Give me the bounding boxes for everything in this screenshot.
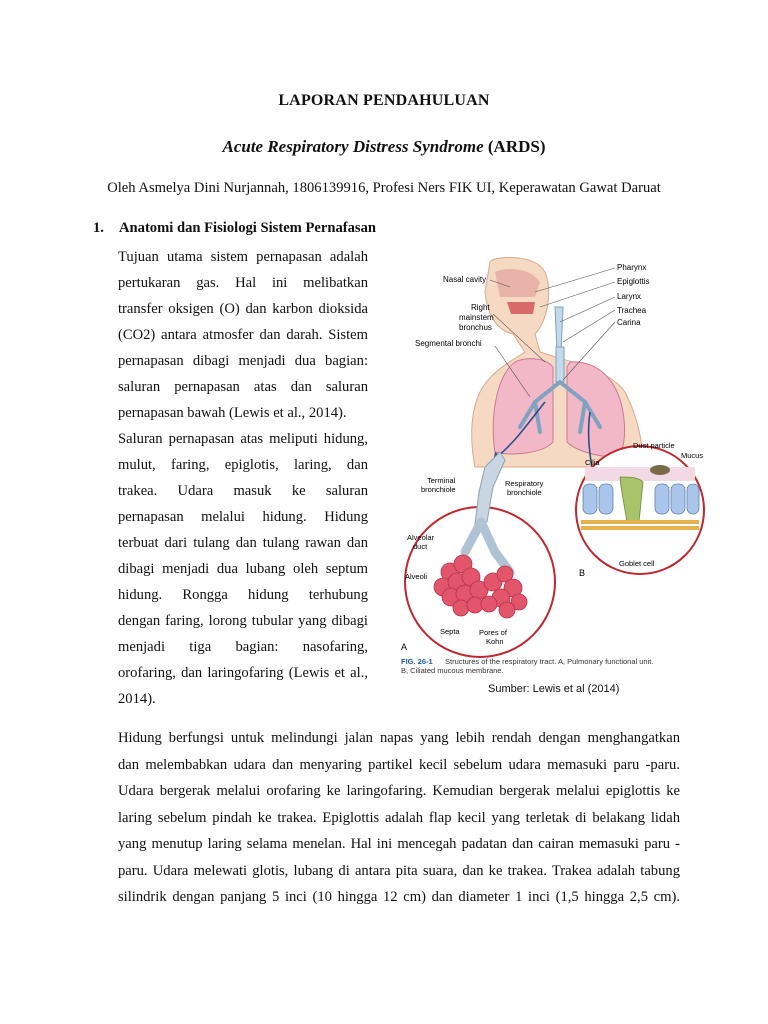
subtitle-acronym: (ARDS) — [487, 137, 546, 156]
label-right-mainstem-1: Right — [471, 303, 490, 312]
full-width-paragraph — [118, 725, 680, 911]
label-right-mainstem-3: bronchus — [459, 323, 492, 332]
text-line: Udara bergerak melalui orofaring ke laringofaring. Kemudian bergerak melalui epiglottis ke — [118, 783, 680, 799]
text-line: Tujuan utama sistem pernapasan adalah — [118, 249, 368, 265]
section-heading-text: Anatomi dan Fisiologi Sistem Pernafasan — [119, 220, 377, 236]
torso-illustration — [472, 258, 642, 467]
text-line: pernapasan bawah (Lewis et al., 2014). — [118, 405, 347, 421]
text-line: mulut, faring, epiglotis, laring, dan — [118, 457, 368, 473]
caption-line-1: Structures of the respiratory tract. A, Pulmonary functional unit. — [445, 657, 654, 666]
label-dust-particle: Dust particle — [633, 441, 675, 450]
text-line: yang menutup laring selama menelan. Hal ini mencegah padatan dan cairan memasuki paru - — [118, 836, 680, 852]
figure-source: Sumber: Lewis et al (2014) — [488, 683, 620, 695]
label-terminal-2: bronchiole — [421, 485, 456, 494]
label-panel-b: B — [579, 568, 586, 578]
label-terminal-1: Terminal — [427, 476, 456, 485]
label-nasal-cavity: Nasal cavity — [443, 275, 487, 284]
respiratory-tract-figure — [395, 252, 715, 692]
label-pores-1: Pores of — [479, 628, 507, 637]
label-cilia: Cilia — [585, 458, 600, 467]
author-line: Oleh Asmelya Dini Nurjannah, 1806139916, Profesi Ners FIK UI, Keperawatan Gawat Daruat — [107, 180, 661, 196]
text-line: orofaring, dan laringofaring (Lewis et al., — [118, 665, 368, 681]
text-line: transfer oksigen (O) dan karbon dioksida — [118, 301, 368, 317]
document-title: LAPORAN PENDAHULUAN — [278, 92, 490, 109]
text-line: pertukaran gas. Hal ini melibatkan — [118, 275, 368, 291]
text-line: dan melembabkan udara dan menyaring partikel kecil sebelum udara memasuki paru -paru. — [118, 756, 680, 773]
text-line: (CO2) antara atmosfer dan darah. Sistem — [118, 327, 368, 343]
label-mucus: Mucus — [681, 451, 704, 460]
subtitle-italic: Acute Respiratory Distress Syndrome — [222, 137, 484, 156]
label-respiratory-1: Respiratory — [505, 479, 544, 488]
label-alveoli: Alveoli — [405, 572, 428, 581]
text-line: saluran pernapasan atas dan saluran — [118, 379, 368, 395]
label-alveolar-duct-2: duct — [413, 542, 428, 551]
label-respiratory-2: bronchiole — [507, 488, 542, 497]
label-trachea: Trachea — [617, 306, 647, 315]
text-line: pernapasan melalui hidung. Hidung — [118, 509, 368, 525]
label-pharynx: Pharynx — [617, 263, 647, 272]
text-line: Saluran pernapasan atas meliputi hidung, — [118, 431, 368, 447]
label-carina: Carina — [617, 318, 641, 327]
document-subtitle — [0, 137, 768, 157]
label-pores-2: Kohn — [486, 637, 504, 646]
text-line: hidung. Rongga hidung terhubung — [118, 587, 368, 603]
text-line: dibagi menjadi dua lubang oleh septum — [118, 561, 368, 577]
section-number: 1. — [93, 220, 104, 236]
label-right-mainstem-2: mainstem — [459, 313, 494, 322]
text-line: Hidung berfungsi untuk melindungi jalan napas yang lebih rendah dengan menghangatkan — [118, 730, 680, 746]
label-segmental-bronchi: Segmental bronchi — [415, 339, 482, 348]
text-line: pernapasan dibagi menjadi dua bagian: — [118, 353, 368, 369]
label-septa: Septa — [440, 627, 460, 636]
text-line: trakea. Udara masuk ke saluran — [118, 483, 368, 499]
text-line: silindrik dengan panjang 5 inci (10 hingga 12 cm) dan diameter 1 inci (1,5 hingga 2,5 cm). — [118, 889, 680, 905]
text-line: laring sebelum pindah ke trakea. Epiglottis adalah flap kecil yang terletak di belakang lidah — [118, 809, 680, 826]
text-line: menjadi tiga bagian: nasofaring, — [118, 639, 368, 655]
left-column-text — [118, 244, 368, 712]
caption-fig-number: FIG. 26-1 — [401, 657, 433, 666]
label-goblet-cell: Goblet cell — [619, 559, 655, 568]
text-line: terbuat dari tulang dan tulang rawan dan — [118, 535, 368, 551]
text-line: dengan faring, lorong tubular yang dibagi — [118, 613, 368, 629]
text-line: paru. Udara melewati glotis, lubang di antara pita suara, dan ke trakea. Trakea adalah tabung — [118, 862, 680, 879]
caption-line-2: B, Ciliated mucous membrane. — [401, 666, 504, 675]
text-line: 2014). — [118, 691, 156, 707]
label-alveolar-duct-1: Alveolar — [407, 533, 435, 542]
label-larynx: Larynx — [617, 292, 642, 301]
section-heading — [93, 220, 376, 237]
label-panel-a: A — [401, 642, 408, 652]
label-epiglottis: Epiglottis — [617, 277, 650, 286]
